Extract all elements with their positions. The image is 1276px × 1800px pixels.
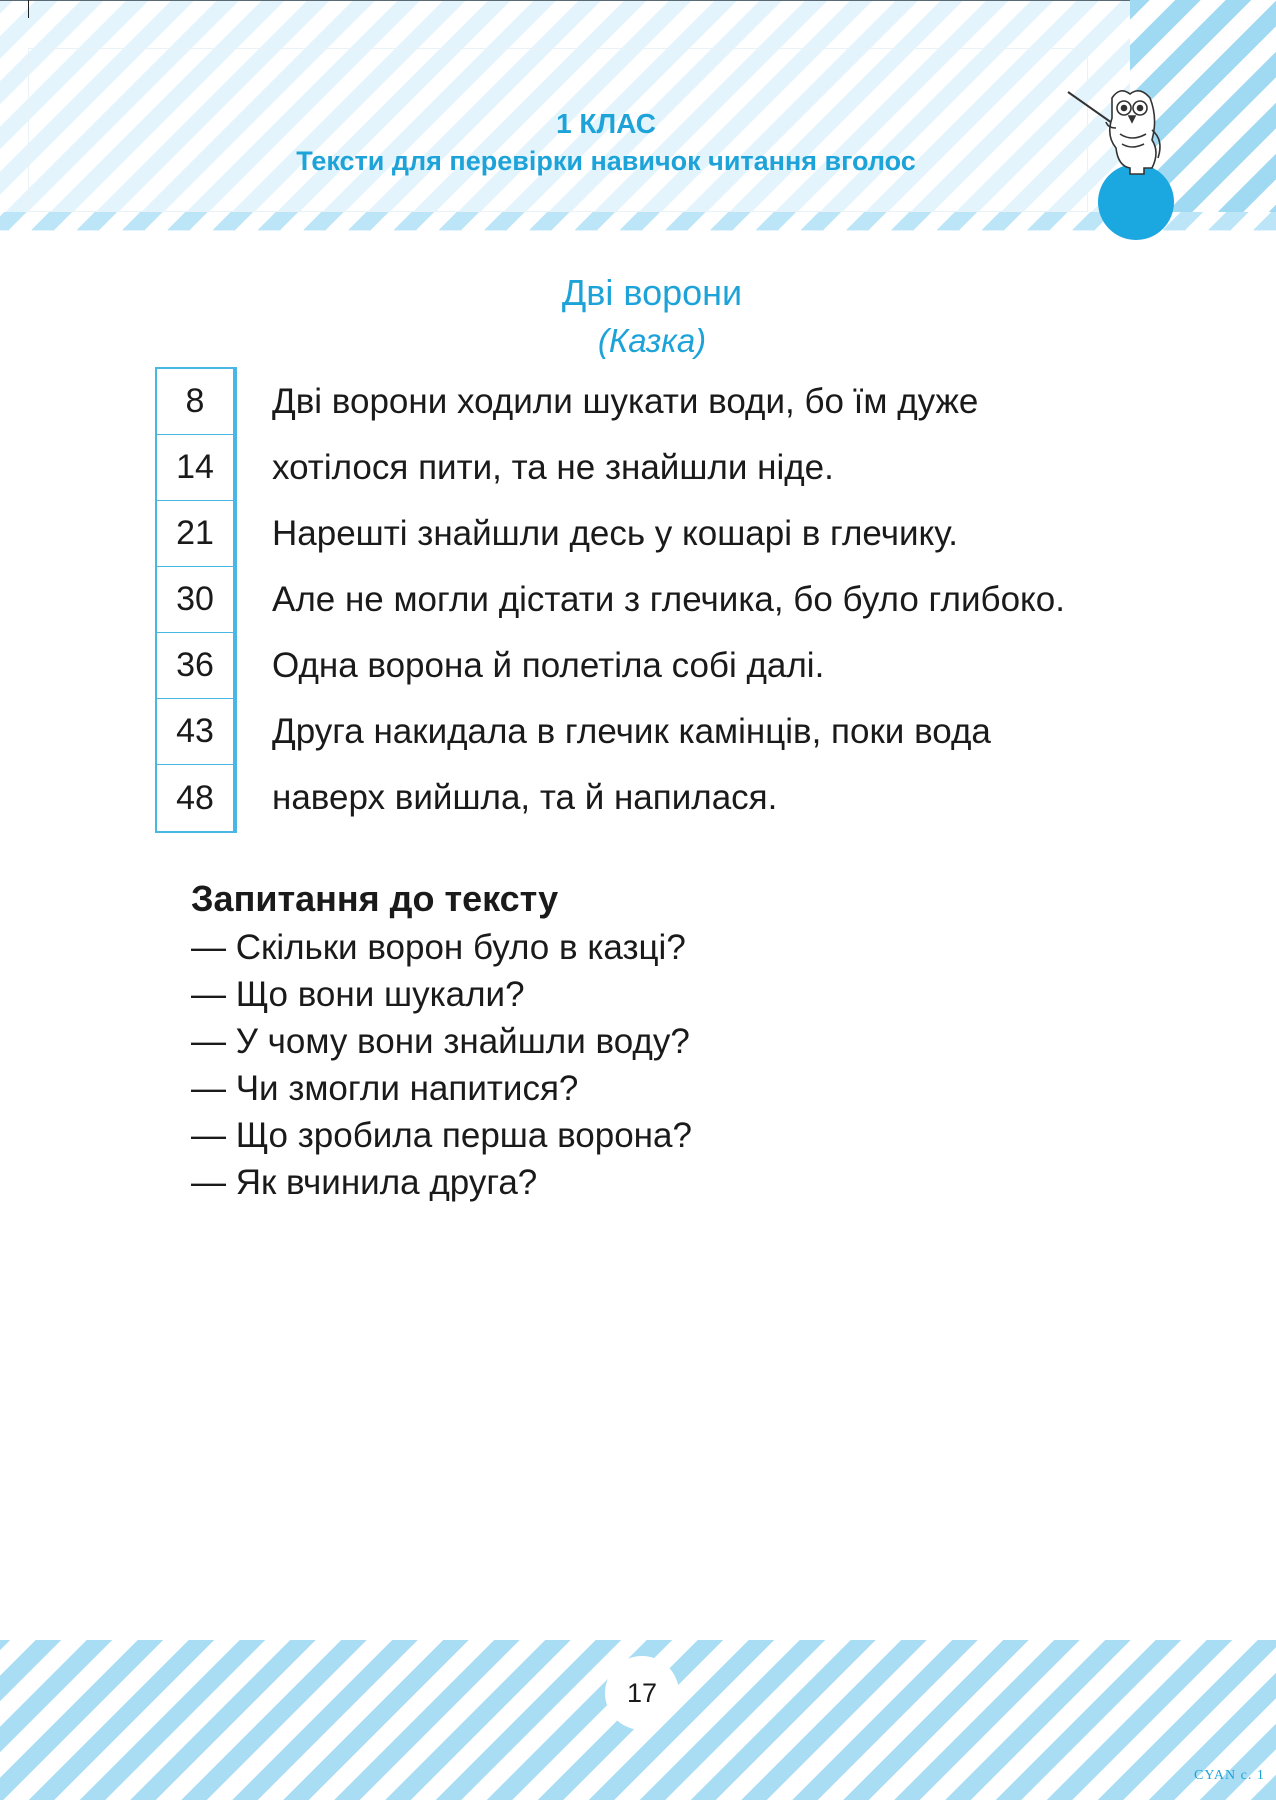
word-count-column: [155, 367, 237, 833]
story-line: Одна ворона й полетіла собі далі.: [272, 646, 825, 685]
story-line: Нарешті знайшли десь у кошарі в глечику.: [272, 514, 958, 553]
owl-on-ball-illustration: [1060, 78, 1200, 248]
word-count-cell: 14: [157, 435, 233, 501]
word-count-cell: 36: [157, 633, 233, 699]
page-number: 17: [605, 1656, 679, 1730]
section-subtitle: Тексти для перевірки навичок читання вголос: [296, 146, 916, 176]
story-line: Дві ворони ходили шукати води, бо їм дуже: [272, 382, 979, 421]
print-mark: CYAN с. 1: [1194, 1768, 1265, 1783]
question-item: — Як вчинила друга?: [191, 1163, 538, 1202]
story-line: хотілося пити, та не знайшли ніде.: [272, 448, 834, 487]
word-count-cell: 48: [176, 778, 214, 817]
grade-label: 1 КЛАС: [556, 108, 656, 139]
question-item: — У чому вони знайшли воду?: [191, 1022, 690, 1061]
word-count-cell: 30: [157, 567, 233, 633]
word-count-cell: 43: [157, 699, 233, 765]
ball-icon: [1098, 164, 1174, 240]
word-count-cell: 8: [157, 369, 233, 435]
question-item: — Що вони шукали?: [191, 975, 525, 1014]
story-line: Але не могли дістати з глечика, бо було глибоко.: [272, 580, 1065, 619]
story-line: наверх вийшла, та й напилася.: [272, 778, 778, 817]
word-count-cell: 21: [157, 501, 233, 567]
questions-title: Запитання до тексту: [191, 878, 559, 919]
story-title: Дві ворони: [561, 272, 743, 313]
crop-mark: [28, 0, 29, 18]
question-item: — Чи змогли напитися?: [191, 1069, 579, 1108]
owl-icon: [1068, 91, 1160, 174]
question-item: — Що зробила перша ворона?: [191, 1116, 692, 1155]
story-genre: (Казка): [597, 322, 707, 359]
story-line: Друга накидала в глечик камінців, поки вода: [272, 712, 991, 751]
question-item: — Скільки ворон було в казці?: [191, 928, 686, 967]
